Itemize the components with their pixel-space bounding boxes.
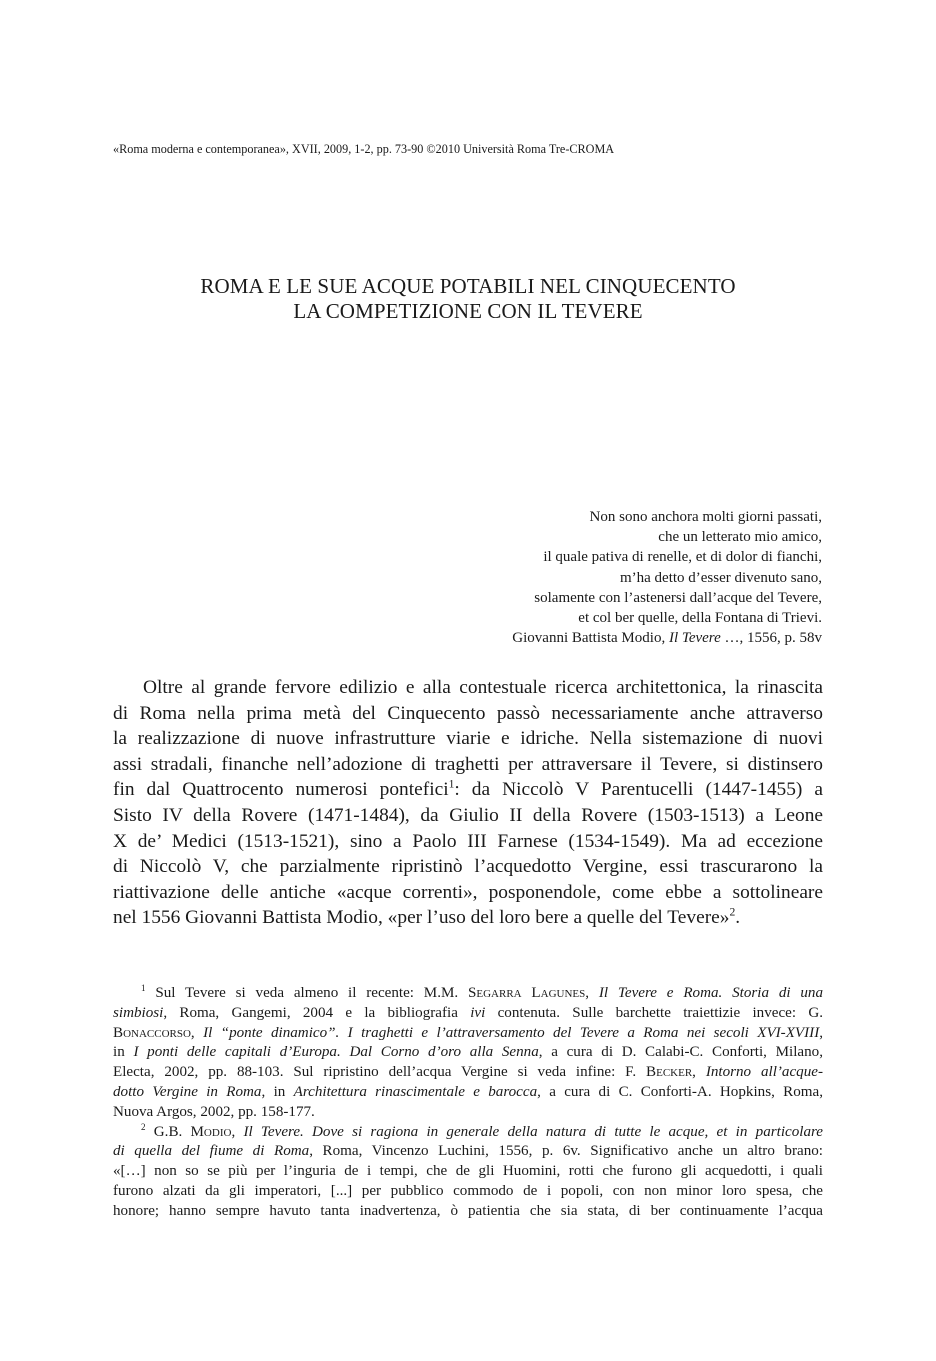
journal-header: «Roma moderna e contemporanea», XVII, 2009, 1-2, pp. 73-90 ©2010 Università Roma Tre-CROMA <box>113 142 615 156</box>
footnote-1-line: Electa, 2002, pp. 88-103. Sul ripristino dell’acqua Vergine si veda infine: F. Becker, Intorno all’acque- <box>113 1064 823 1081</box>
footnote-1-line: dotto Vergine in Roma, in Architettura rinascimentale e barocca, a cura di C. Conforti-A. Hopkins, Roma, <box>113 1083 823 1100</box>
body-line: di Niccolò V, che parzialmente ripristinò l’acquedotto Vergine, essi trascurarono la <box>113 856 823 878</box>
footnote-1-line: in I ponti delle capitali d’Europa. Dal Corno d’oro alla Senna, a cura di D. Calabi-C. Conforti, Milano, <box>113 1044 823 1061</box>
footnote-1-line: Nuova Argos, 2002, pp. 158-177. <box>113 1103 315 1120</box>
body-line: Sisto IV della Rovere (1471-1484), da Giulio II della Rovere (1503-1513) a Leone <box>113 804 823 826</box>
body-line: la realizzazione di nuove infrastrutture viarie e idriche. Nella sistemazione di nuovi <box>113 728 823 750</box>
epigraph-attribution: Giovanni Battista Modio, Il Tevere …, 1556, p. 58v <box>512 630 822 647</box>
epigraph-line: che un letterato mio amico, <box>658 529 822 546</box>
body-paragraph <box>113 675 823 931</box>
epigraph-line: solamente con l’astenersi dall’acque del Tevere, <box>534 589 822 606</box>
footnote-1-line: simbiosi, Roma, Gangemi, 2004 e la bibliografia ivi contenuta. Sulle barchette traiettizie invece: G. <box>113 1004 824 1021</box>
footnote-2-line: «[…] non so se più per l’inguria de i tempi, che de gli Huomini, rotti che furono gli acquedotti, i quali <box>113 1163 823 1180</box>
body-line: riattivazione delle antiche «acque correnti», posponendole, come ebbe a sottolineare <box>113 881 823 903</box>
footnote-2-line: di quella del fiume di Roma, Roma, Vincenzo Luchini, 1556, p. 6v. Significativo anche un altro brano: <box>113 1143 823 1160</box>
body-line: nel 1556 Giovanni Battista Modio, «per l’uso del loro bere a quelle del Tevere»$^2$. <box>113 905 741 929</box>
body-line: fin dal Quattrocento numerosi pontefici$^1$: da Niccolò V Parentucelli (1447-1455) a <box>113 777 823 801</box>
epigraph <box>400 507 822 648</box>
footnote-1-line: Bonaccorso, Il “ponte dinamico”. I traghetti e l’attraversamento del Tevere a Roma nei secoli XVI-XVIII, <box>113 1024 824 1041</box>
footnote-2-line: $^2$ G.B. Modio, Il Tevere. Dove si ragiona in generale della natura di tutte le acque, et in particolare <box>141 1121 824 1140</box>
footnote-ref-2[interactable]: 2 <box>729 905 736 919</box>
article-title <box>113 274 823 324</box>
footnote-number: 2 <box>141 1121 146 1132</box>
footnote-1-line: $^1$ Sul Tevere si veda almeno il recente: M.M. Segarra Lagunes, Il Tevere e Roma. Storia di una <box>141 983 824 1001</box>
title-line-2: LA COMPETIZIONE CON IL TEVERE <box>293 299 643 323</box>
body-line: assi stradali, finanche nell’adozione di traghetti per attraversare il Tevere, si distinsero <box>113 753 823 775</box>
footnote-2-line: furono alzati da gli imperatori, [...] per pubblico commodo de i popoli, con non minor loro spesa, che <box>113 1182 823 1199</box>
footnote-ref-1[interactable]: 1 <box>448 777 455 791</box>
epigraph-line: m’ha detto d’esser divenuto sano, <box>619 569 822 586</box>
body-line: Oltre al grande fervore edilizio e alla contestuale ricerca architettonica, la rinascita <box>143 677 823 698</box>
epigraph-line: il quale pativa di renelle, et di dolor di fianchi, <box>543 549 822 566</box>
epigraph-line: Non sono anchora molti giorni passati, <box>589 509 822 525</box>
body-line: X de’ Medici (1513-1521), sino a Paolo III Farnese (1534-1549). Ma ad eccezione <box>113 830 823 852</box>
footnote-2-line: honore; hanno sempre havuto tanta inadvertenza, ò patientia che sia stata, di ber continuamente l’acqua <box>113 1202 823 1219</box>
body-line: di Roma nella prima metà del Cinquecento passò necessariamente anche attraverso <box>113 702 823 724</box>
footnote-number: 1 <box>141 983 146 994</box>
footnotes <box>113 984 823 1222</box>
title-line-1: ROMA E LE SUE ACQUE POTABILI NEL CINQUECENTO <box>200 274 736 298</box>
epigraph-line: et col ber quelle, della Fontana di Trievi. <box>578 610 822 627</box>
